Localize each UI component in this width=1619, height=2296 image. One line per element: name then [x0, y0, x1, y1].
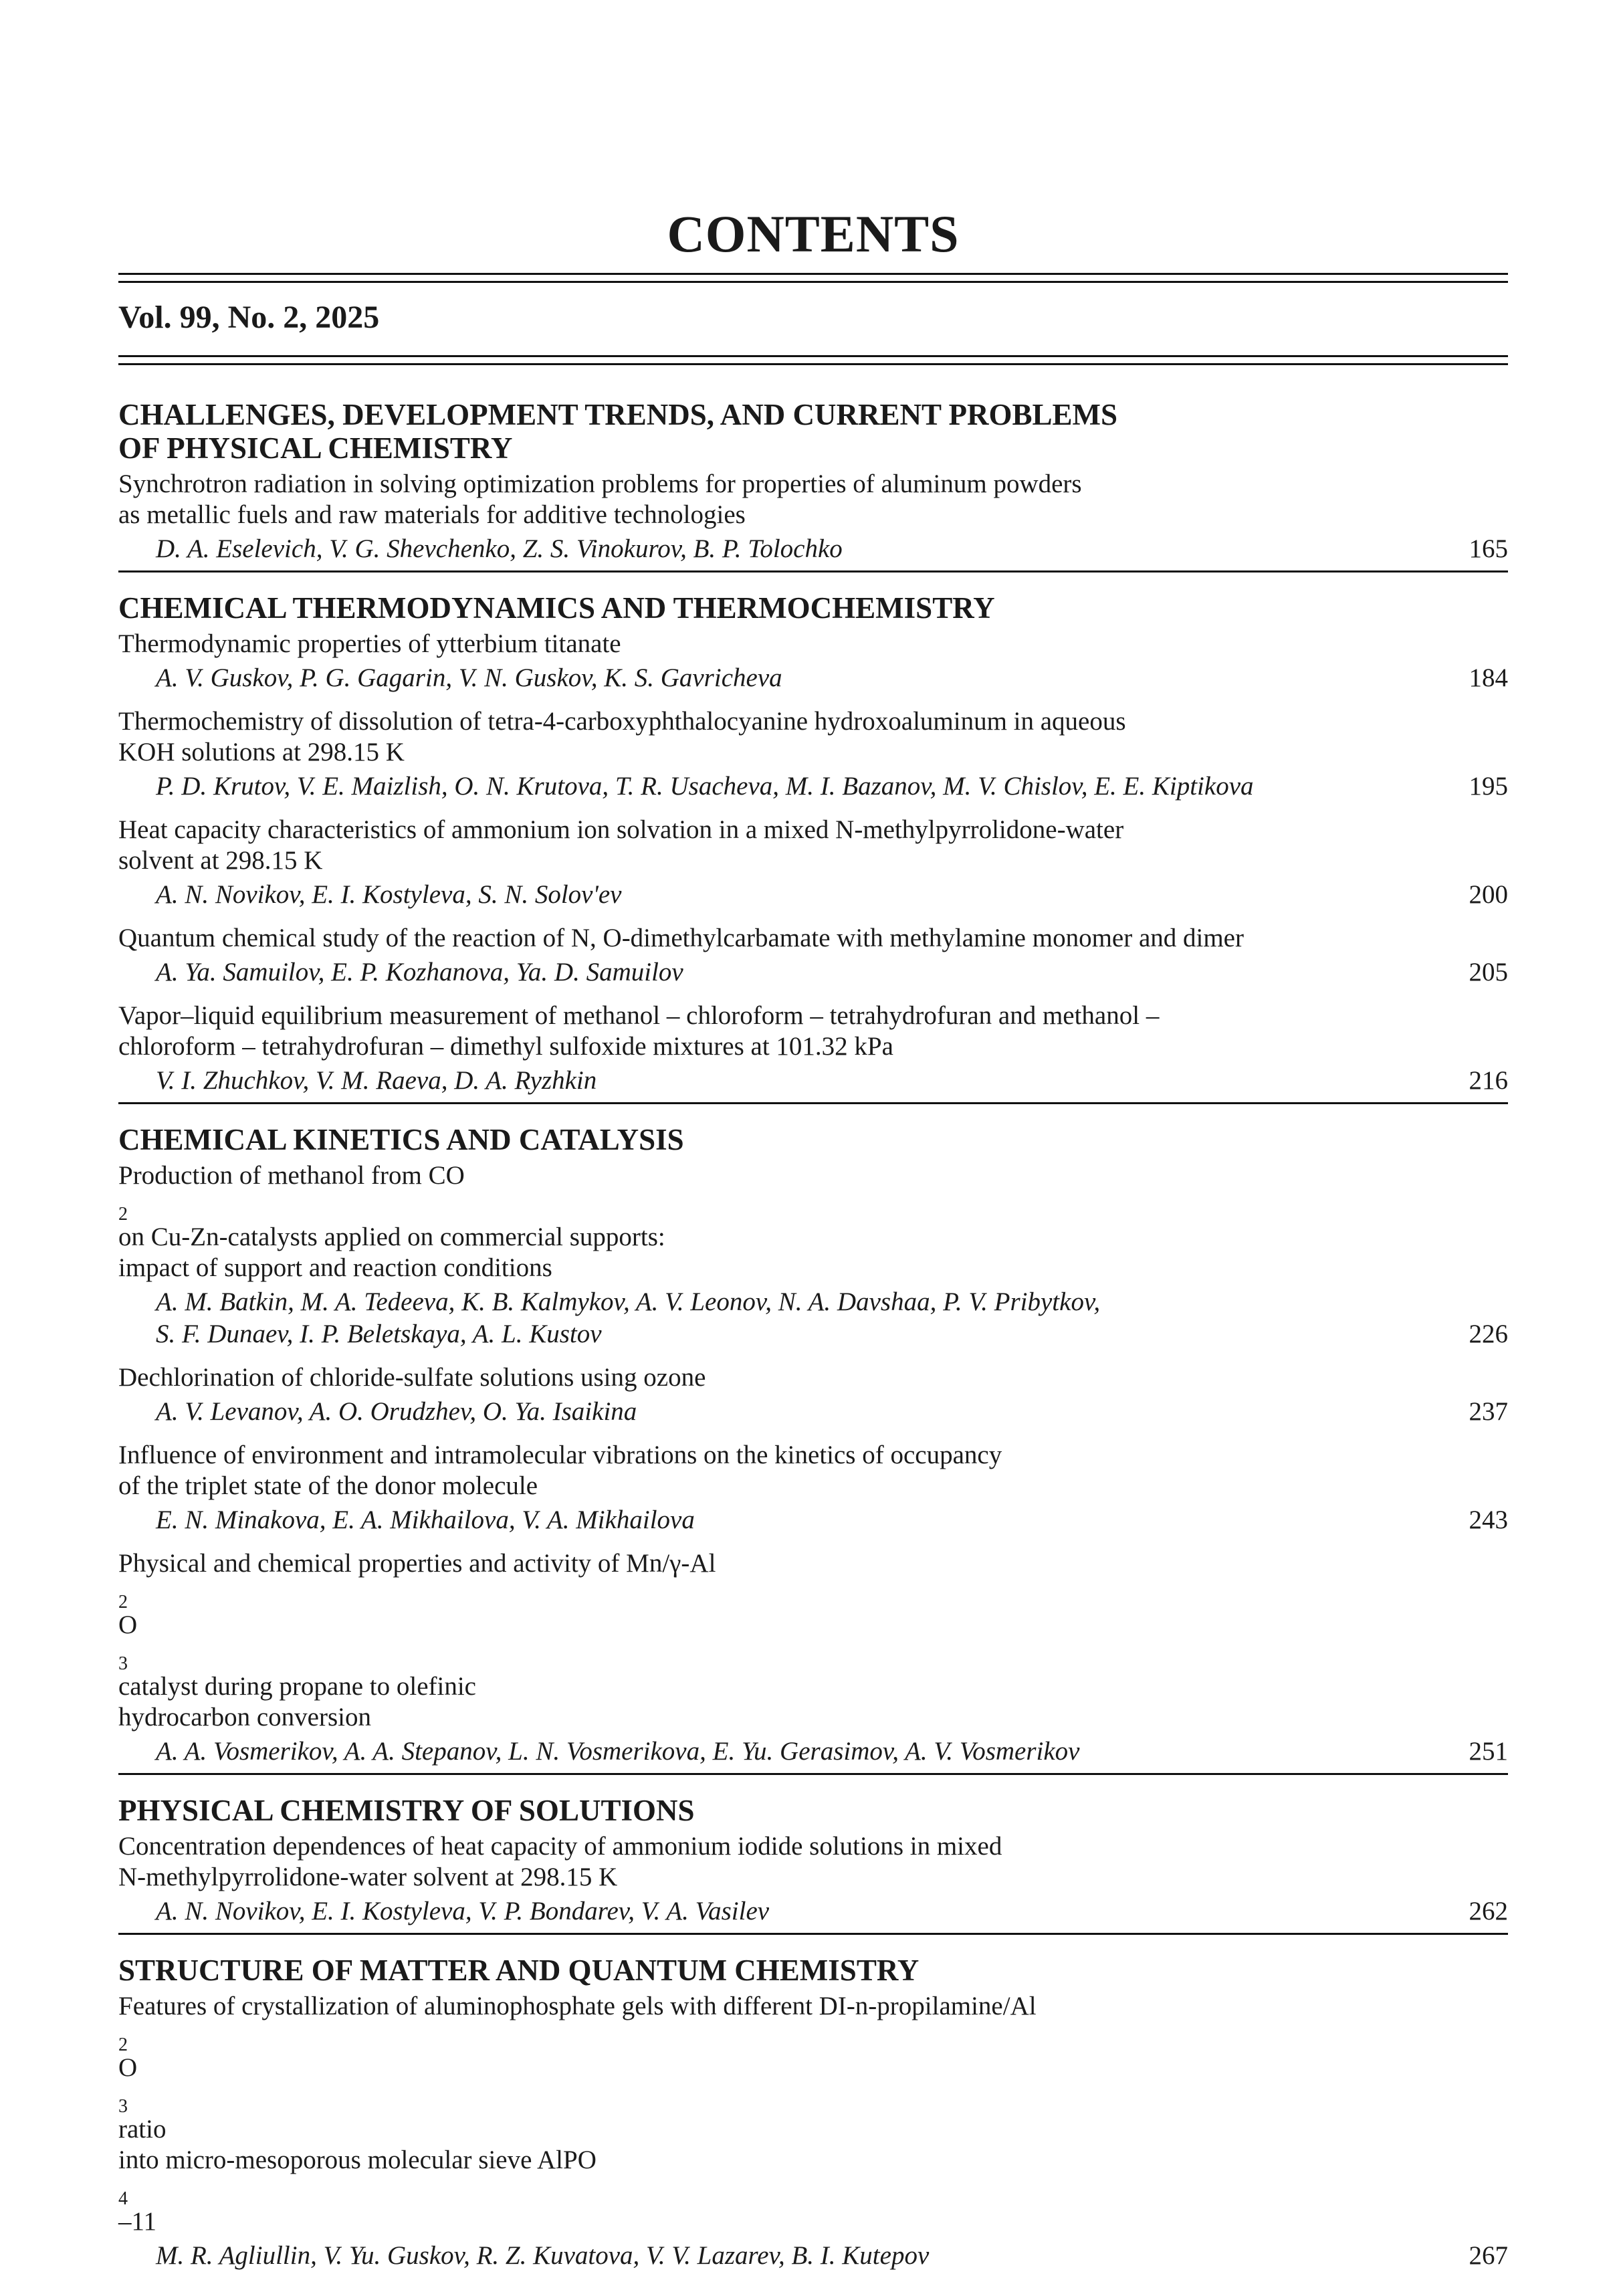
page-title: CONTENTS [667, 205, 960, 263]
article-title[interactable]: Vapor–liquid equilibrium measurement of methanol – chloroform – tetrahydrofuran and methanol – chloroform – tetrahydrofuran – dimethyl sulfoxide mixtures at 101.32 kPa [118, 1001, 1160, 1061]
toc-entry[interactable] [118, 1991, 1508, 2272]
article-title[interactable]: Heat capacity characteristics of ammonium ion solvation in a mixed N-methylpyrrolidone-water solvent at 298.15 K [118, 815, 1124, 875]
toc-entry[interactable] [118, 1362, 1508, 1428]
article-title[interactable]: Influence of environment and intramolecular vibrations on the kinetics of occupancy of the triplet state of the donor molecule [118, 1441, 1002, 1500]
section-heading: CHALLENGES, DEVELOPMENT TRENDS, AND CURRENT PROBLEMS OF PHYSICAL CHEMISTRY [118, 398, 1118, 465]
page-number[interactable]: 262 [1469, 1897, 1508, 1925]
article-title[interactable]: Production of methanol from CO $_2$ on Cu-Zn-catalysts applied on commercial supports: impact of support and reaction conditions [118, 1161, 665, 1282]
page-number[interactable]: 200 [1469, 880, 1508, 909]
page-number[interactable]: 267 [1469, 2241, 1508, 2270]
toc-entry[interactable] [118, 469, 1508, 565]
article-authors: A. Ya. Samuilov, E. P. Kozhanova, Ya. D. Samuilov [156, 958, 683, 986]
article-title[interactable]: Dechlorination of chloride-sulfate solutions using ozone [118, 1363, 706, 1392]
article-authors: A. N. Novikov, E. I. Kostyleva, S. N. Solov'ev [156, 880, 622, 909]
article-title[interactable]: Thermodynamic properties of ytterbium titanate [118, 629, 621, 658]
article-title[interactable]: Features of crystallization of aluminophosphate gels with different DI-n-propilamine/Al $_2$ O $_3$ ratio into micro-mesoporous molecular sieve AlPO $_4$ –11 [118, 1992, 1037, 2236]
divider [118, 273, 1508, 275]
article-authors: D. A. Eselevich, V. G. Shevchenko, Z. S. Vinokurov, B. P. Tolochko [156, 534, 843, 563]
page-number[interactable]: 165 [1469, 534, 1508, 563]
article-title[interactable]: Thermochemistry of dissolution of tetra-4-carboxyphthalocyanine hydroxoaluminum in aqueous KOH solutions at 298.15 K [118, 707, 1126, 766]
toc-entry[interactable] [118, 1440, 1508, 1536]
page-number[interactable]: 184 [1469, 663, 1508, 692]
divider [118, 363, 1508, 365]
divider [118, 355, 1508, 357]
toc-entry[interactable] [118, 1548, 1508, 1768]
toc-entry[interactable] [118, 923, 1508, 988]
article-authors: A. M. Batkin, M. A. Tedeeva, K. B. Kalmykov, A. V. Leonov, N. A. Davshaa, P. V. Pribytkov, S. F. Dunaev, I. P. Beletskaya, A. L. Kustov [156, 1287, 1101, 1348]
section-heading: CHEMICAL THERMODYNAMICS AND THERMOCHEMISTRY [118, 591, 995, 625]
article-title[interactable]: Concentration dependences of heat capacity of ammonium iodide solutions in mixed N-methylpyrrolidone-water solvent at 298.15 K [118, 1832, 1002, 1891]
toc-entry[interactable] [118, 1160, 1508, 1350]
article-authors: A. V. Levanov, A. O. Orudzhev, O. Ya. Isaikina [156, 1397, 637, 1426]
page-number[interactable]: 243 [1469, 1505, 1508, 1534]
page-number[interactable]: 205 [1469, 958, 1508, 986]
page-number[interactable]: 237 [1469, 1397, 1508, 1426]
article-title[interactable]: Quantum chemical study of the reaction of N, O-dimethylcarbamate with methylamine monomer and dimer [118, 924, 1244, 952]
article-title[interactable]: Physical and chemical properties and activity of Mn/γ-Al $_2$ O $_3$ catalyst during propane to olefinic hydrocarbon conversion [118, 1549, 716, 1732]
article-authors: V. I. Zhuchkov, V. M. Raeva, D. A. Ryzhkin [156, 1066, 597, 1095]
toc-section [118, 591, 1508, 1104]
section-heading: STRUCTURE OF MATTER AND QUANTUM CHEMISTRY [118, 1954, 920, 1987]
volume-info: Vol. 99, No. 2, 2025 [118, 300, 380, 335]
divider [118, 281, 1508, 283]
article-authors: P. D. Krutov, V. E. Maizlish, O. N. Krutova, T. R. Usacheva, M. I. Bazanov, M. V. Chislov, E. E. Kiptikova [156, 772, 1254, 801]
toc-entry[interactable] [118, 815, 1508, 911]
page-number[interactable]: 226 [1469, 1320, 1508, 1348]
page-number[interactable]: 251 [1469, 1737, 1508, 1766]
toc-section [118, 1954, 1508, 2277]
toc-entry[interactable] [118, 1001, 1508, 1097]
article-title[interactable]: Synchrotron radiation in solving optimization problems for properties of aluminum powders as metallic fuels and raw materials for additive technologies [118, 469, 1082, 529]
table-of-contents [118, 398, 1508, 2296]
page-number[interactable]: 216 [1469, 1066, 1508, 1095]
toc-section [118, 1123, 1508, 1775]
article-authors: A. N. Novikov, E. I. Kostyleva, V. P. Bondarev, V. A. Vasilev [156, 1897, 770, 1925]
toc-section [118, 398, 1508, 572]
section-heading: CHEMICAL KINETICS AND CATALYSIS [118, 1123, 684, 1156]
article-authors: E. N. Minakova, E. A. Mikhailova, V. A. Mikhailova [156, 1505, 695, 1534]
toc-entry[interactable] [118, 706, 1508, 803]
toc-entry[interactable] [118, 1831, 1508, 1927]
article-authors: A. V. Guskov, P. G. Gagarin, V. N. Guskov, K. S. Gavricheva [156, 663, 782, 692]
toc-entry[interactable] [118, 629, 1508, 694]
page-number[interactable]: 195 [1469, 772, 1508, 801]
article-authors: M. R. Agliullin, V. Yu. Guskov, R. Z. Kuvatova, V. V. Lazarev, B. I. Kutepov [156, 2241, 930, 2270]
toc-section [118, 1794, 1508, 1935]
section-heading: PHYSICAL CHEMISTRY OF SOLUTIONS [118, 1794, 695, 1827]
article-authors: A. A. Vosmerikov, A. A. Stepanov, L. N. Vosmerikova, E. Yu. Gerasimov, A. V. Vosmerikov [156, 1737, 1080, 1766]
